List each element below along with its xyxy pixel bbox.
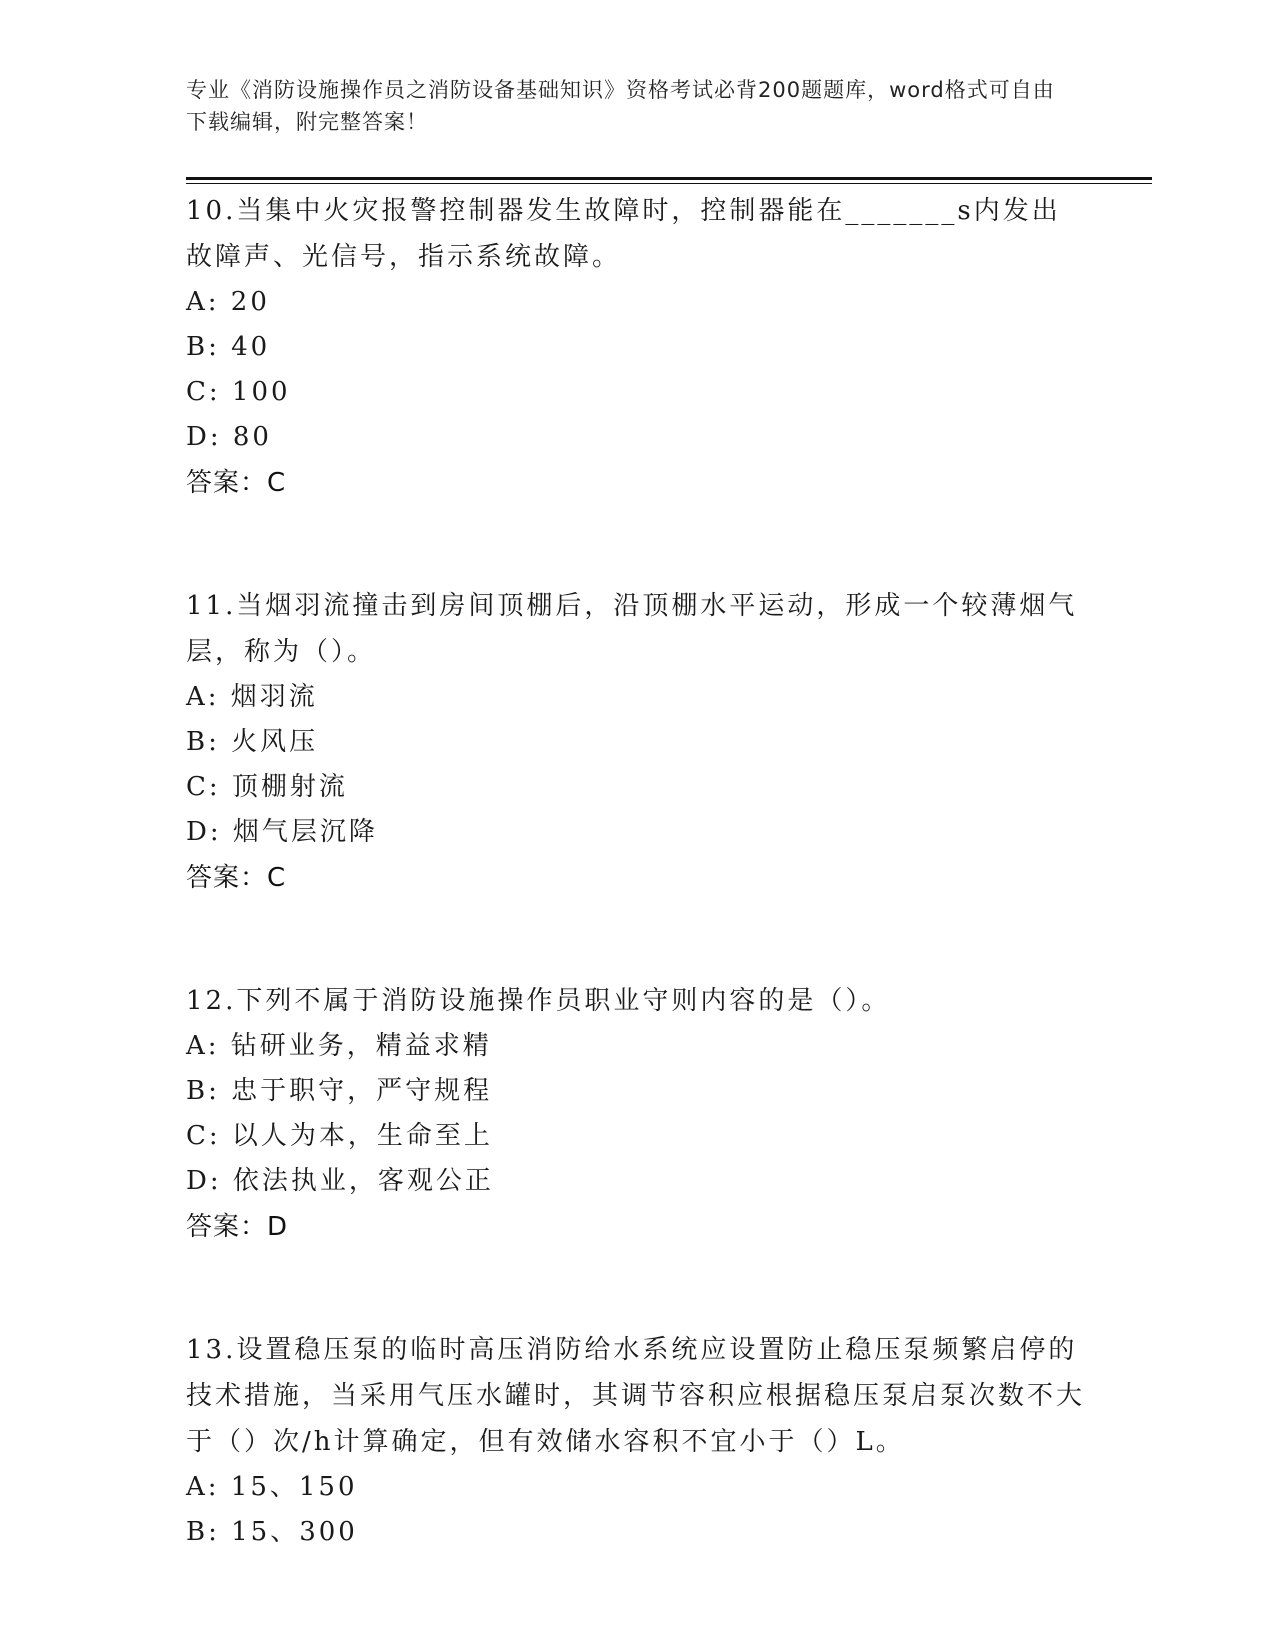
question-stem: 11.当烟羽流撞击到房间顶棚后，沿顶棚水平运动，形成一个较薄烟气层，称为（）。	[186, 591, 1078, 667]
question-10	[186, 188, 1086, 506]
question-13	[186, 1327, 1086, 1555]
option-b: B: 40	[186, 332, 271, 362]
question-stem: 10.当集中火灾报警控制器发生故障时，控制器能在_______s内发出故障声、光信号，指示系统故障。	[186, 196, 1061, 272]
option-d: D: 80	[186, 422, 272, 452]
question-list	[186, 188, 1086, 1555]
question-12	[186, 978, 1086, 1250]
question-spacer	[186, 1250, 1086, 1327]
answer: 答案：C	[186, 468, 287, 498]
option-b: B: 忠于职守，严守规程	[186, 1076, 493, 1106]
answer: 答案：D	[186, 1212, 289, 1242]
option-d: D: 依法执业，客观公正	[186, 1166, 494, 1196]
option-a: A: 20	[186, 287, 270, 317]
option-a: A: 烟羽流	[186, 682, 318, 712]
question-stem: 12.下列不属于消防设施操作员职业守则内容的是（）。	[186, 986, 891, 1016]
option-b: B: 15、300	[186, 1517, 358, 1547]
option-b: B: 火风压	[186, 727, 319, 757]
option-a: A: 钻研业务，精益求精	[186, 1031, 492, 1061]
question-stem: 13.设置稳压泵的临时高压消防给水系统应设置防止稳压泵频繁启停的技术措施，当采用气压水罐时，其调节容积应根据稳压泵启泵次数不大于（）次/h计算确定，但有效储水容积不宜小于（）L。	[186, 1335, 1086, 1457]
option-c: C: 以人为本，生命至上	[186, 1121, 493, 1151]
answer: 答案：C	[186, 863, 287, 893]
option-d: D: 烟气层沉降	[186, 817, 378, 847]
option-c: C: 100	[186, 377, 291, 407]
option-c: C: 顶棚射流	[186, 772, 348, 802]
header-divider-thin	[186, 183, 1152, 184]
header-divider-thick	[186, 177, 1152, 180]
question-spacer	[186, 506, 1086, 583]
question-11	[186, 583, 1086, 901]
option-a: A: 15、150	[186, 1472, 358, 1502]
question-spacer	[186, 901, 1086, 978]
document-header: 专业《消防设施操作员之消防设备基础知识》资格考试必背200题题库，word格式可自由下载编辑，附完整答案！	[186, 78, 1055, 134]
